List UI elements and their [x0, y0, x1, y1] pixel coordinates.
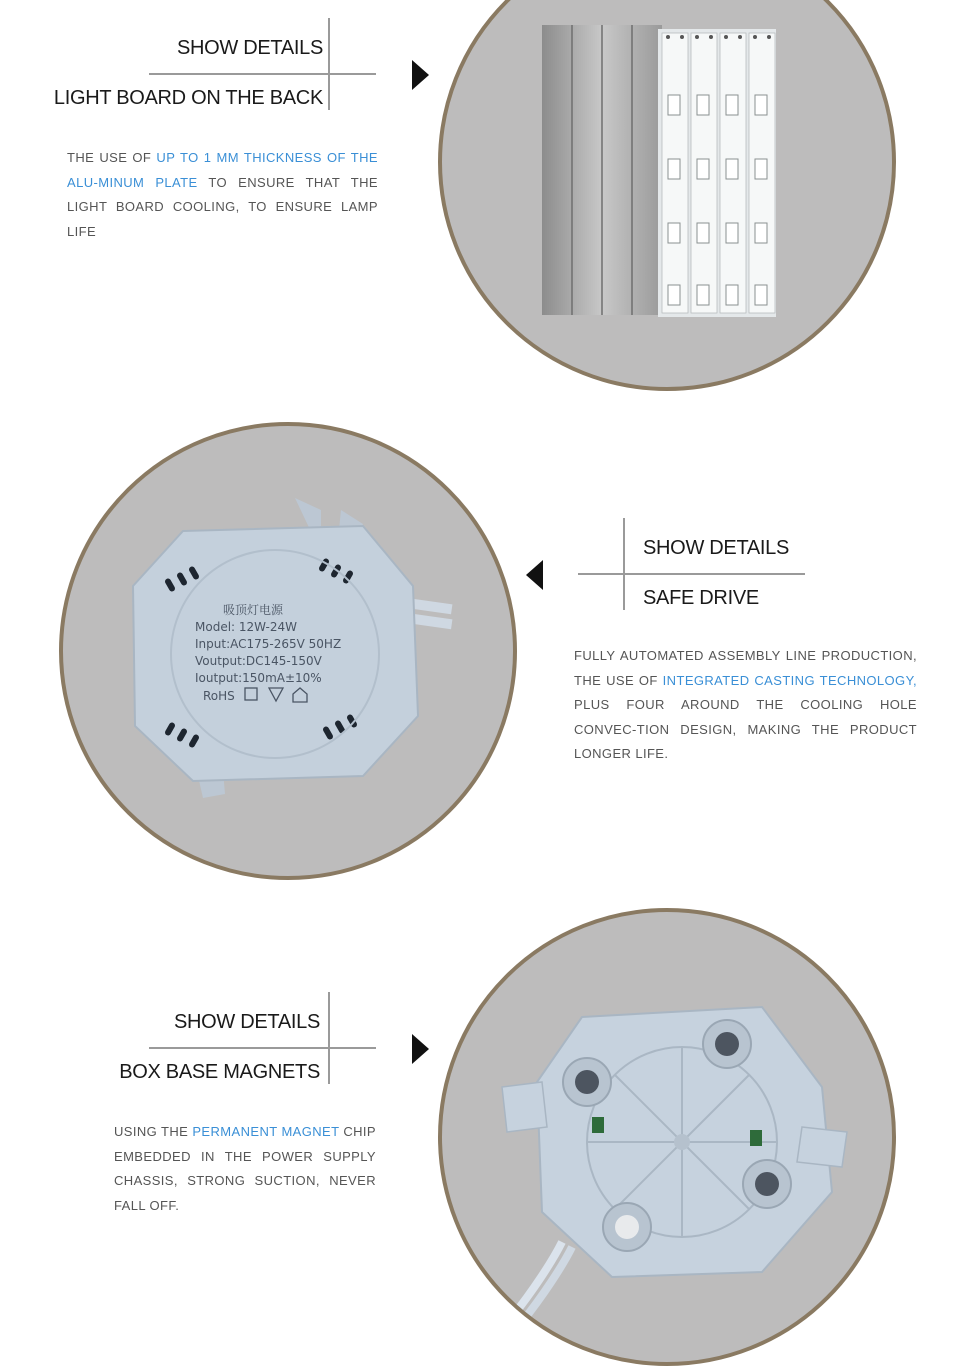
arrow-right-icon: [412, 1034, 429, 1064]
highlight-text: UP TO 1 MM THICKNESS OF THE ALU-MINUM PLATE: [67, 150, 378, 190]
section-description: FULLY AUTOMATED ASSEMBLY LINE PRODUCTION, THE USE OF INTEGRATED CASTING TECHNOLOGY, PLUS FOUR AROUND THE COOLING HOLE CONVEC-TION DESIGN, MAKING THE PRODUCT LONGER LIFE.: [574, 648, 917, 761]
divider-vertical: [328, 992, 330, 1084]
driver-label-input: Input:AC175-265V 50HZ: [195, 637, 342, 651]
divider-horizontal: [149, 1047, 376, 1049]
arrow-left-icon: [526, 560, 543, 590]
driver-illustration: [63, 426, 513, 876]
section-subheading: BOX BASE MAGNETS: [119, 1061, 320, 1083]
driver-label-rohs: RoHS: [203, 689, 235, 703]
highlight-text: INTEGRATED CASTING TECHNOLOGY,: [662, 672, 917, 688]
section-description: THE USE OF UP TO 1 MM THICKNESS OF THE ALU-MINUM PLATE TO ENSURE THAT THE LIGHT BOARD COOLING, TO ENSURE LAMP LIFE: [67, 150, 378, 239]
driver-label-model: Model: 12W-24W: [195, 620, 297, 634]
driver-label-voutput: Voutput:DC145-150V: [195, 654, 322, 668]
section-subheading: LIGHT BOARD ON THE BACK: [53, 87, 323, 109]
section-subheading: SAFE DRIVE: [643, 587, 759, 609]
divider-vertical: [328, 18, 330, 110]
section-heading: SHOW DETAILS: [173, 1011, 320, 1033]
section-light-board: [0, 0, 960, 400]
section-heading: SHOW DETAILS: [176, 37, 323, 59]
section-safe-drive: [0, 400, 960, 900]
light-board-illustration: [442, 0, 892, 387]
section-description: USING THE PERMANENT MAGNET CHIP EMBEDDED IN THE POWER SUPPLY CHASSIS, STRONG SUCTION, NEVER FALL OFF.: [114, 1124, 376, 1213]
section-base-magnets: [0, 900, 960, 1331]
highlight-text: PERMANENT MAGNET: [192, 1124, 340, 1139]
divider-vertical: [623, 518, 625, 610]
divider-horizontal: [578, 573, 805, 575]
product-image-driver: [59, 422, 517, 880]
product-image-light-board: [438, 0, 896, 391]
product-image-magnet-base: [438, 908, 896, 1366]
arrow-right-icon: [412, 60, 429, 90]
section-heading: SHOW DETAILS: [643, 537, 790, 559]
magnet-base-illustration: [442, 912, 892, 1362]
divider-horizontal: [149, 73, 376, 75]
driver-label-ioutput: Ioutput:150mA±10%: [195, 671, 322, 685]
driver-label-title: 吸顶灯电源: [223, 603, 284, 617]
